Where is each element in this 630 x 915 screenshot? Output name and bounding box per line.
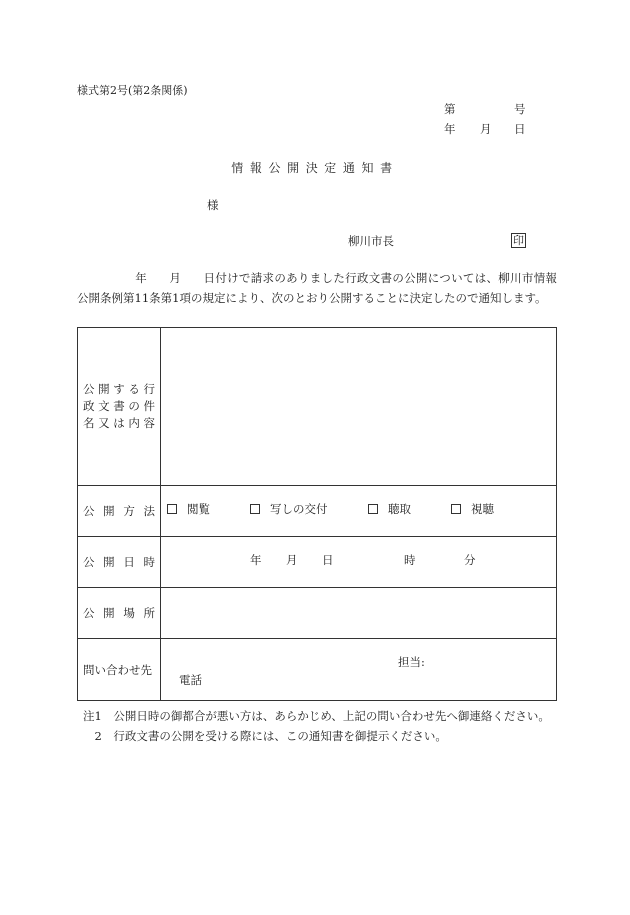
document-title: 情報公開決定通知書: [231, 161, 399, 175]
datetime-cell: [161, 537, 557, 588]
checkbox-copy[interactable]: [250, 504, 260, 514]
subject-label-line2: 政 文 書 の 件: [83, 399, 155, 413]
method-option-watch[interactable]: [451, 504, 494, 516]
subject-label-line1: 公 開 す る 行: [83, 382, 155, 396]
datetime-minute: 分: [464, 553, 476, 567]
checkbox-view[interactable]: [167, 504, 177, 514]
body-date-year: 年: [135, 271, 148, 285]
row-method: [78, 486, 557, 537]
form-number: 様式第2号(第2条関係): [77, 84, 188, 97]
datetime-label: [78, 537, 161, 588]
checkbox-listen[interactable]: [368, 504, 378, 514]
subject-label-line3: 名 又 は 内 容: [83, 416, 155, 430]
row-place: [78, 588, 557, 639]
checkbox-watch[interactable]: [451, 504, 461, 514]
contact-label-text: 問い合わせ先: [83, 662, 152, 677]
row-contact: [78, 639, 557, 701]
method-option-listen[interactable]: [368, 504, 411, 516]
method-option-view[interactable]: [167, 504, 210, 516]
method-label-text: 公 開 方 法: [83, 504, 155, 518]
doc-number-prefix: 第: [444, 102, 456, 116]
subject-value-cell: [161, 328, 557, 486]
date-day: 日: [514, 122, 526, 136]
subject-label: [78, 328, 161, 486]
method-view-label: 閲覧: [187, 502, 210, 516]
row-subject: [78, 328, 557, 486]
method-listen-label: 聴取: [388, 502, 411, 516]
contact-cell: [161, 639, 557, 701]
doc-number-suffix: 号: [514, 102, 526, 116]
place-label-text: 公 開 場 所: [83, 606, 155, 620]
method-option-copy[interactable]: [250, 504, 328, 516]
datetime-month: 月: [286, 553, 298, 567]
method-options-cell: [161, 486, 557, 537]
place-cell: [161, 588, 557, 639]
body-date-month: 月: [169, 271, 182, 285]
place-label: [78, 588, 161, 639]
contact-person-label: 担当:: [398, 654, 425, 669]
method-watch-label: 視聴: [471, 502, 494, 516]
method-label: [78, 486, 161, 537]
contact-label: [78, 639, 161, 701]
body-paragraph: [77, 268, 557, 308]
body-text-rest: 報公開条例第11条第1項の規定により、次のとおり公開することに決定したので通知します。: [77, 271, 558, 305]
issuer-name: 柳川市長: [348, 234, 394, 248]
seal-mark: 印: [513, 234, 524, 247]
note-2: 2 行政文書の公開を受ける際には、この通知書を御提示ください。: [83, 729, 447, 743]
body-text-line1: 日付けで請求のありました行政文書の公開については、柳川市情: [203, 271, 546, 285]
datetime-hour: 時: [404, 553, 416, 567]
notes: [83, 706, 550, 746]
datetime-year: 年: [250, 553, 262, 567]
date-year: 年: [444, 122, 456, 136]
contact-phone-label: 電話: [179, 672, 202, 687]
note-1: 注1 公開日時の御都合が悪い方は、あらかじめ、上記の問い合わせ先へ御連絡ください。: [83, 709, 550, 723]
datetime-day: 日: [322, 553, 334, 567]
date-month: 月: [480, 122, 492, 136]
method-copy-label: 写しの交付: [270, 502, 328, 516]
row-datetime: [78, 537, 557, 588]
notice-table: [77, 327, 557, 701]
datetime-label-text: 公 開 日 時: [83, 555, 155, 569]
addressee-suffix: 様: [207, 198, 219, 212]
